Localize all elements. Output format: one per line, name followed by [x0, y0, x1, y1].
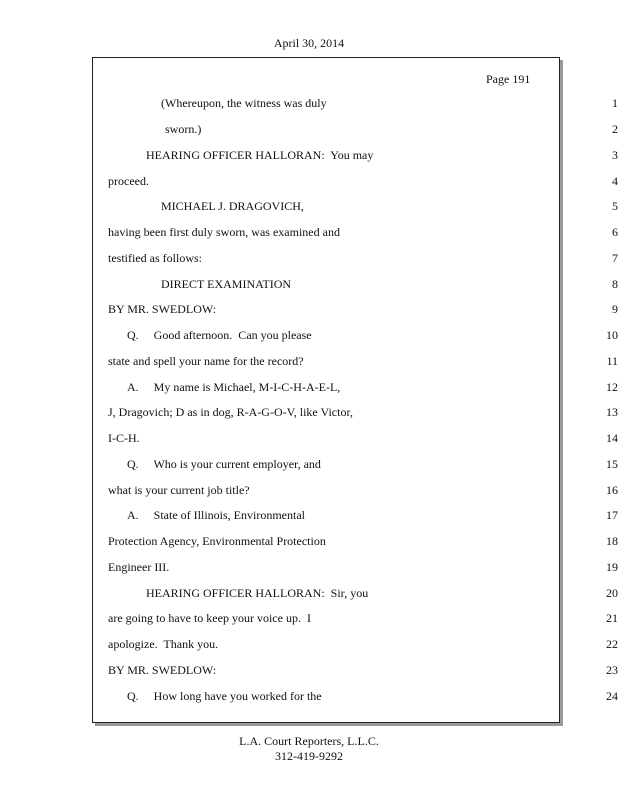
- line-number: 6: [612, 225, 618, 239]
- transcript-line: HEARING OFFICER HALLORAN: Sir, you: [146, 586, 369, 600]
- line-number: 5: [612, 199, 618, 213]
- transcript-line: J, Dragovich; D as in dog, R-A-G-O-V, like Victor,: [108, 405, 353, 419]
- transcript-line: A. My name is Michael, M-I-C-H-A-E-L,: [127, 380, 341, 394]
- line-number: 22: [606, 637, 618, 651]
- line-number: 7: [612, 251, 618, 265]
- page-number: Page 191: [486, 72, 531, 86]
- transcript-line: Q. Good afternoon. Can you please: [127, 328, 312, 342]
- line-number: 14: [606, 431, 618, 445]
- line-number: 18: [606, 534, 618, 548]
- transcript-line: MICHAEL J. DRAGOVICH,: [161, 199, 304, 213]
- transcript-line: apologize. Thank you.: [108, 637, 219, 651]
- footer-company: L.A. Court Reporters, L.L.C.: [239, 734, 379, 748]
- line-number: 13: [606, 405, 618, 419]
- line-number: 4: [612, 174, 618, 188]
- line-number: 23: [606, 663, 618, 677]
- transcript-line: having been first duly sworn, was examined and: [108, 225, 340, 239]
- transcript-line: sworn.): [165, 122, 202, 136]
- header-date: April 30, 2014: [273, 36, 345, 50]
- line-number: 1: [612, 96, 618, 110]
- line-number: 11: [606, 354, 618, 368]
- line-number: 10: [606, 328, 618, 342]
- line-number: 21: [606, 611, 618, 625]
- transcript-line: are going to have to keep your voice up. I: [108, 611, 311, 625]
- line-number: 16: [606, 483, 618, 497]
- footer-phone: 312-419-9292: [275, 749, 343, 763]
- transcript-line: DIRECT EXAMINATION: [161, 277, 292, 291]
- line-number: 8: [612, 277, 618, 291]
- line-number: 9: [612, 302, 618, 316]
- transcript-line: proceed.: [108, 174, 149, 188]
- transcript-line: Protection Agency, Environmental Protection: [108, 534, 326, 548]
- transcript-line: (Whereupon, the witness was duly: [161, 96, 327, 110]
- transcript-line: I-C-H.: [108, 431, 140, 445]
- line-number: 3: [612, 148, 618, 162]
- transcript-line: BY MR. SWEDLOW:: [108, 663, 217, 677]
- transcript-line: testified as follows:: [108, 251, 202, 265]
- line-number: 12: [606, 380, 618, 394]
- line-number: 2: [612, 122, 618, 136]
- transcript-line: Q. How long have you worked for the: [127, 689, 322, 703]
- transcript-line: Q. Who is your current employer, and: [127, 457, 321, 471]
- line-number: 24: [606, 689, 618, 703]
- transcript-line: state and spell your name for the record?: [108, 354, 304, 368]
- transcript-line: HEARING OFFICER HALLORAN: You may: [146, 148, 374, 162]
- transcript-line: what is your current job title?: [108, 483, 250, 497]
- transcript-line: Engineer III.: [108, 560, 170, 574]
- transcript-line: BY MR. SWEDLOW:: [108, 302, 217, 316]
- line-number: 19: [606, 560, 618, 574]
- transcript-line: A. State of Illinois, Environmental: [127, 508, 305, 522]
- line-number: 15: [606, 457, 618, 471]
- line-number: 20: [606, 586, 618, 600]
- line-number: 17: [606, 508, 618, 522]
